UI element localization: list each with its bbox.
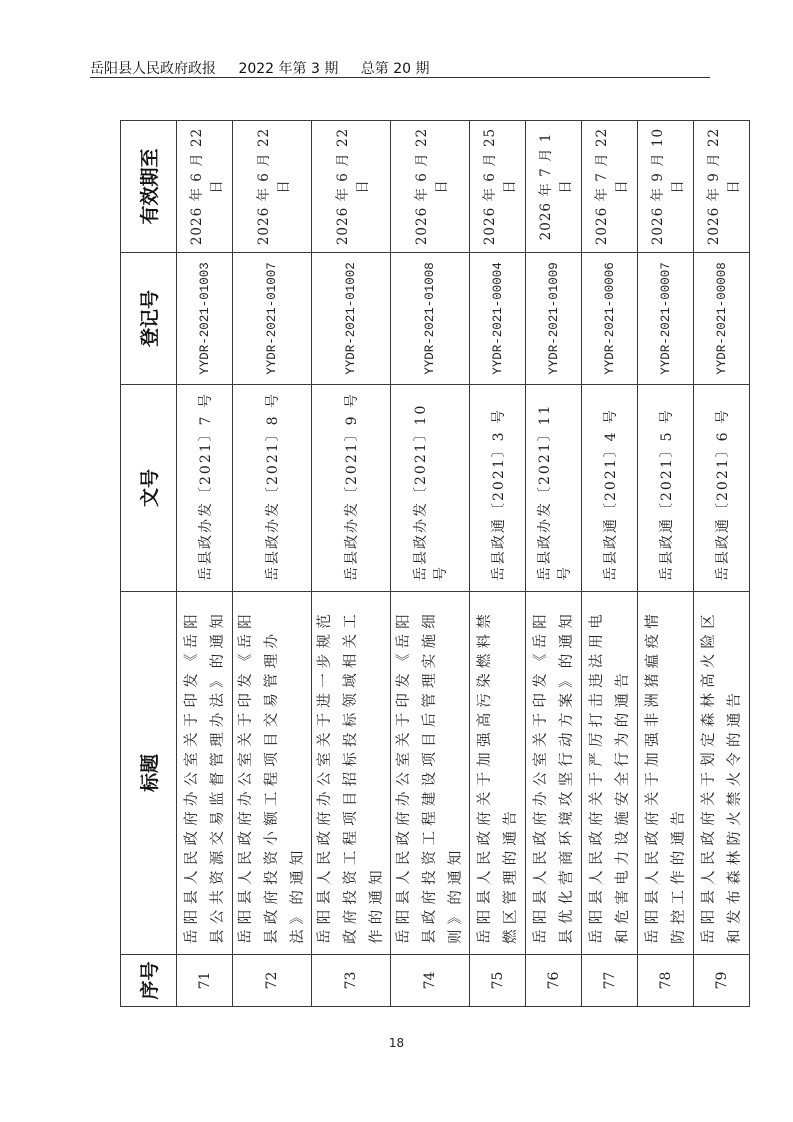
cell-valid-until: 2026 年 6 月 22 日 [233,121,312,253]
cell-reg-no: YYDR-2021-00004 [470,253,526,385]
cell-reg-no: YYDR-2021-00006 [582,253,638,385]
column-header-doc-no: 文号 [121,385,177,592]
cell-title: 岳阳县人民政府关于加强高污染燃料禁燃区管理的通告 [470,592,526,955]
cell-doc-no: 岳县政办发〔2021〕10 号 [391,385,470,592]
issue-number: 2022 年第 3 期 [238,61,339,77]
cell-title: 岳阳县人民政府办公室关于印发《岳阳县公共资源交易监督管理办法》的通知 [177,592,233,955]
table-row [526,121,582,1007]
page-number: 18 [388,1036,405,1050]
cell-doc-no: 岳县政办发〔2021〕8 号 [233,385,312,592]
cell-reg-no: YYDR-2021-01003 [177,253,233,385]
cell-seq: 75 [470,955,526,1007]
cell-doc-no: 岳县政办发〔2021〕9 号 [312,385,391,592]
cell-seq: 78 [638,955,694,1007]
cell-reg-no: YYDR-2021-01002 [312,253,391,385]
table-row [470,121,526,1007]
cell-doc-no: 岳县政办发〔2021〕7 号 [177,385,233,592]
cell-doc-no: 岳县政通〔2021〕3 号 [470,385,526,592]
publication-name: 岳阳县人民政府政报 [90,61,216,77]
column-header-title: 标题 [121,592,177,955]
cell-valid-until: 2026 年 6 月 22 日 [177,121,233,253]
cell-title: 岳阳县人民政府关于加强非洲猪瘟疫情防控工作的通告 [638,592,694,955]
table-row [582,121,638,1007]
cell-valid-until: 2026 年 7 月 22 日 [582,121,638,253]
cell-seq: 77 [582,955,638,1007]
cell-valid-until: 2026 年 6 月 25 日 [470,121,526,253]
table-row [638,121,694,1007]
cell-seq: 79 [694,955,750,1007]
running-header [90,58,710,78]
cell-seq: 71 [177,955,233,1007]
column-header-seq: 序号 [121,955,177,1007]
table-row [391,121,470,1007]
cell-reg-no: YYDR-2021-01008 [391,253,470,385]
cell-title: 岳阳县人民政府办公室关于印发《岳阳县政府投资工程建设项目后管理实施细则》的通知 [391,592,470,955]
cell-valid-until: 2026 年 9 月 22 日 [694,121,750,253]
cell-reg-no: YYDR-2021-01007 [233,253,312,385]
cell-title: 岳阳县人民政府关于划定森林高火险区和发布森林防火禁火令的通告 [694,592,750,955]
cell-doc-no: 岳县政办发〔2021〕11 号 [526,385,582,592]
cell-valid-until: 2026 年 9 月 10 日 [638,121,694,253]
cell-seq: 73 [312,955,391,1007]
cell-doc-no: 岳县政通〔2021〕6 号 [694,385,750,592]
cell-seq: 74 [391,955,470,1007]
cell-reg-no: YYDR-2021-00007 [638,253,694,385]
regulatory-documents-table [120,120,750,1007]
cell-title: 岳阳县人民政府办公室关于进一步规范政府投资工程项目招标投标领域相关工作的通知 [312,592,391,955]
cell-title: 岳阳县人民政府办公室关于印发《岳阳县优化营商环境攻坚行动方案》的通知 [526,592,582,955]
cell-valid-until: 2026 年 6 月 22 日 [312,121,391,253]
cell-doc-no: 岳县政通〔2021〕4 号 [582,385,638,592]
header-rule [90,77,710,78]
column-header-valid-until: 有效期至 [121,121,177,253]
table-row [233,121,312,1007]
cell-reg-no: YYDR-2021-01009 [526,253,582,385]
table-row [694,121,750,1007]
total-issue-number: 总第 20 期 [360,61,430,77]
cell-title: 岳阳县人民政府关于严厉打击违法用电和危害电力设施安全行为的通告 [582,592,638,955]
column-header-reg-no: 登记号 [121,253,177,385]
table-header-row [121,121,177,1007]
cell-valid-until: 2026 年 6 月 22 日 [391,121,470,253]
cell-title: 岳阳县人民政府办公室关于印发《岳阳县政府投资小额工程项目交易管理办法》的通知 [233,592,312,955]
cell-seq: 76 [526,955,582,1007]
table-row [177,121,233,1007]
rotated-table-container [120,121,743,1007]
cell-doc-no: 岳县政通〔2021〕5 号 [638,385,694,592]
table-row [312,121,391,1007]
cell-valid-until: 2026 年 7 月 1 日 [526,121,582,253]
cell-seq: 72 [233,955,312,1007]
cell-reg-no: YYDR-2021-00008 [694,253,750,385]
